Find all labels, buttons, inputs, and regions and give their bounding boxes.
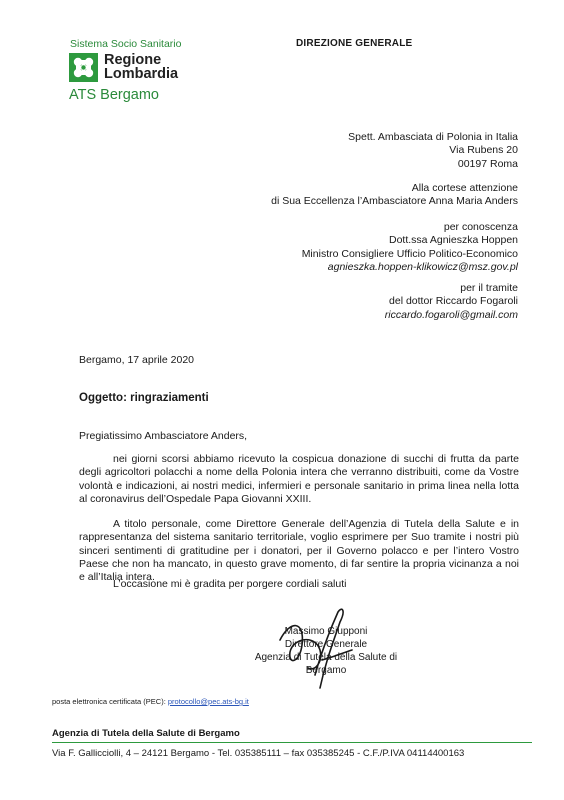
body-paragraph-2: A titolo personale, come Direttore Generale dell’Agenzia di Tutela della Salute e in rappresentanza del sistema sanitario territoriale, voglio esprimere per Suo tramite i nostri più sinceri sentimenti di gratitudine per i donatori, per il Governo polacco e per l’intero Vostro Paese che non ha mancato, in questo grave momento, di far sentire la propria vicinanza a noi e all’Italia intera.: [79, 518, 519, 584]
letter-date: Bergamo, 17 aprile 2020: [79, 354, 194, 366]
recipient-line: Spett. Ambasciata di Polonia in Italia: [348, 131, 518, 143]
via-line: per il tramite: [460, 282, 518, 294]
attention-line: Alla cortese attenzione: [411, 182, 518, 194]
salutation: Pregiatissimo Ambasciatore Anders,: [79, 430, 248, 442]
signatory-title: Direttore Generale: [284, 639, 368, 650]
region-logo-icon: [69, 53, 98, 82]
attention-block: [271, 182, 518, 209]
footer-title: Agenzia di Tutela della Salute di Bergamo: [52, 728, 240, 739]
via-email[interactable]: riccardo.fogaroli@gmail.com: [384, 308, 518, 321]
system-label: Sistema Socio Sanitario: [70, 38, 182, 50]
body-paragraph-1: nei giorni scorsi abbiamo ricevuto la cospicua donazione di succhi di frutta da parte degli agricoltori polacchi a nome della Polonia intera che verranno distribuiti, come da Vostre volontà e indicazioni, ai nostri medici, infermieri e personale sanitario in prima linea nella lotta al coronavirus dell’Ospedale Papa Giovanni XXIII.: [79, 453, 519, 505]
footer-divider: [52, 742, 532, 743]
pec-line: [52, 697, 249, 706]
recipient-line: 00197 Roma: [457, 157, 518, 170]
recipient-line: Via Rubens 20: [449, 144, 518, 157]
cc-line: Dott.ssa Agnieszka Hoppen: [389, 234, 518, 247]
signature-block: [246, 625, 406, 677]
signatory-name: Massimo Giupponi: [284, 626, 368, 637]
via-line: del dottor Riccardo Fogaroli: [389, 295, 518, 308]
pec-address-link[interactable]: protocollo@pec.ats-bg.it: [167, 697, 249, 706]
cc-email[interactable]: agnieszka.hoppen-klikowicz@msz.gov.pl: [327, 261, 518, 274]
cc-block: [302, 221, 518, 275]
footer-address: Via F. Gallicciolli, 4 – 24121 Bergamo - Tel. 035385111 – fax 035385245 - C.F./P.IVA 04114400163: [52, 748, 465, 759]
cc-line: per conoscenza: [443, 221, 518, 233]
region-line-1: Regione: [104, 52, 162, 68]
letter-subject: Oggetto: ringraziamenti: [79, 392, 209, 404]
pec-label: posta elettronica certificata (PEC):: [52, 697, 166, 706]
closing-line: L’occasione mi è gradita per porgere cordiali saluti: [113, 578, 347, 590]
ats-name: ATS Bergamo: [69, 87, 159, 103]
signatory-org: Agenzia di Tutela della Salute di Bergamo: [254, 652, 398, 676]
recipient-block: [348, 131, 518, 171]
attention-line: di Sua Eccellenza l’Ambasciatore Anna Maria Anders: [271, 195, 518, 208]
region-line-2: Lombardia: [104, 66, 179, 82]
region-name: [104, 53, 178, 81]
department-heading: DIREZIONE GENERALE: [296, 38, 413, 49]
via-block: [385, 282, 518, 322]
cc-line: Ministro Consigliere Ufficio Politico-Economico: [301, 247, 518, 260]
